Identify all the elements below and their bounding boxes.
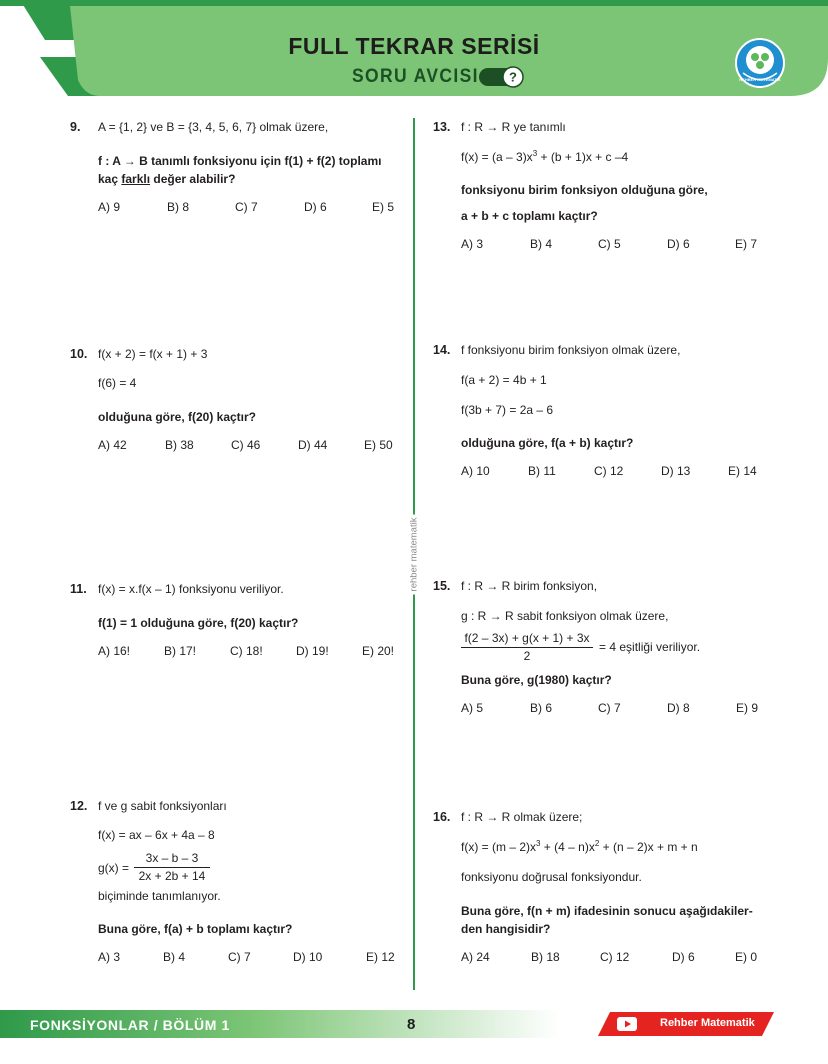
exponent: 3 xyxy=(536,839,541,848)
question-10 xyxy=(70,346,400,456)
question-16 xyxy=(433,809,773,969)
option-c[interactable]: C) 12 xyxy=(594,464,624,478)
option-c[interactable]: C) 46 xyxy=(231,438,261,452)
question-number: 10. xyxy=(70,347,88,361)
question-prompt-line2 xyxy=(98,171,235,187)
option-e[interactable]: E) 9 xyxy=(736,701,759,715)
equation-fraction xyxy=(461,630,731,664)
toggle-glyph: ? xyxy=(509,69,517,85)
question-text-f: f(x) = ax – 6x + 4a – 8 xyxy=(98,828,215,842)
question-formula xyxy=(461,149,628,165)
question-number: 16. xyxy=(433,810,451,824)
prompt-part: kaç xyxy=(98,172,122,186)
question-prompt: fonksiyonu birim fonksiyon olduğuna göre, xyxy=(461,183,708,197)
question-prompt: f : A → B tanımlı fonksiyonu için f(1) + f(2) toplamı xyxy=(98,154,382,168)
footer-section-title: FONKSİYONLAR / BÖLÜM 1 xyxy=(30,1017,230,1033)
question-text-3: f(3b + 7) = 2a – 6 xyxy=(461,403,554,417)
question-number: 14. xyxy=(433,343,451,357)
option-d[interactable]: D) 6 xyxy=(667,237,690,251)
question-prompt: Buna göre, f(n + m) ifadesinin sonucu aşağıdakiler- xyxy=(461,904,753,918)
option-d[interactable]: D) 19! xyxy=(296,644,329,658)
fraction-numerator: f(2 – 3x) + g(x + 1) + 3x xyxy=(464,631,590,645)
question-prompt-2: a + b + c toplamı kaçtır? xyxy=(461,209,598,223)
question-toggle-icon xyxy=(479,66,525,88)
exponent: 2 xyxy=(594,839,600,848)
option-d[interactable]: D) 10 xyxy=(293,950,323,964)
prompt-part: değer alabilir? xyxy=(150,172,236,186)
option-e[interactable]: E) 12 xyxy=(366,950,395,964)
option-a[interactable]: A) 10 xyxy=(461,464,490,478)
fraction-denominator: 2 xyxy=(523,649,531,663)
question-number: 11. xyxy=(70,582,87,596)
question-15 xyxy=(433,578,773,723)
option-b[interactable]: B) 8 xyxy=(167,200,190,214)
question-text-2: f(a + 2) = 4b + 1 xyxy=(461,373,547,387)
option-a[interactable]: A) 42 xyxy=(98,438,127,452)
question-number: 13. xyxy=(433,120,451,134)
option-b[interactable]: B) 38 xyxy=(165,438,194,452)
option-a[interactable]: A) 3 xyxy=(98,950,121,964)
question-text-3: fonksiyonu doğrusal fonksiyondur. xyxy=(461,870,642,884)
option-b[interactable]: B) 18 xyxy=(531,950,560,964)
option-a[interactable]: A) 16! xyxy=(98,644,131,658)
fraction-denominator: 2x + 2b + 14 xyxy=(138,869,206,883)
option-d[interactable]: D) 6 xyxy=(672,950,695,964)
option-b[interactable]: B) 4 xyxy=(163,950,186,964)
page-header xyxy=(0,0,828,100)
option-a[interactable]: A) 24 xyxy=(461,950,490,964)
option-b[interactable]: B) 17! xyxy=(164,644,197,658)
header-subtitle: SORU AVCISI xyxy=(352,66,479,87)
fraction-numerator: 3x – b – 3 xyxy=(145,851,199,865)
question-14 xyxy=(433,342,773,482)
prompt-underlined-word: farklı xyxy=(121,172,151,186)
option-d[interactable]: D) 8 xyxy=(667,701,690,715)
question-text: f(x + 2) = f(x + 1) + 3 xyxy=(98,347,208,361)
exponent: 3 xyxy=(532,149,538,158)
option-b[interactable]: B) 4 xyxy=(530,237,553,251)
question-number: 15. xyxy=(433,579,451,593)
question-prompt: olduğuna göre, f(20) kaçtır? xyxy=(98,410,257,424)
option-e[interactable]: E) 50 xyxy=(364,438,393,452)
option-b[interactable]: B) 11 xyxy=(528,464,556,478)
question-text-2: f(6) = 4 xyxy=(98,376,137,390)
g-label: g(x) = xyxy=(98,861,130,875)
equation-rest: = 4 eşitliği veriliyor. xyxy=(599,640,701,654)
question-text: f fonksiyonu birim fonksiyon olmak üzere, xyxy=(461,343,681,357)
question-text-2: g : R → R sabit fonksiyon olmak üzere, xyxy=(461,609,669,623)
question-prompt: Buna göre, f(a) + b toplamı kaçtır? xyxy=(98,922,293,936)
question-formula xyxy=(461,839,698,855)
question-11 xyxy=(70,581,400,671)
question-number: 12. xyxy=(70,799,88,813)
option-c[interactable]: C) 5 xyxy=(598,237,621,251)
question-12 xyxy=(70,798,400,968)
option-a[interactable]: A) 3 xyxy=(461,237,484,251)
option-e[interactable]: E) 7 xyxy=(735,237,758,251)
question-prompt: olduğuna göre, f(a + b) kaçtır? xyxy=(461,436,634,450)
option-a[interactable]: A) 5 xyxy=(461,701,484,715)
option-e[interactable]: E) 14 xyxy=(728,464,757,478)
option-c[interactable]: C) 7 xyxy=(228,950,251,964)
option-d[interactable]: D) 44 xyxy=(298,438,328,452)
logo-text: REHBER MATEMATİK xyxy=(739,77,781,82)
option-b[interactable]: B) 6 xyxy=(530,701,553,715)
option-c[interactable]: C) 7 xyxy=(235,200,258,214)
question-9 xyxy=(70,119,400,219)
question-13 xyxy=(433,119,773,259)
option-c[interactable]: C) 12 xyxy=(600,950,630,964)
question-text: A = {1, 2} ve B = {3, 4, 5, 6, 7} olmak üzere, xyxy=(98,120,329,134)
question-text: f ve g sabit fonksiyonları xyxy=(98,799,227,813)
option-e[interactable]: E) 0 xyxy=(735,950,758,964)
question-number: 9. xyxy=(70,120,81,134)
question-prompt-2: den hangisidir? xyxy=(461,922,551,936)
formula-part: + (4 – n)x xyxy=(540,840,595,854)
g-fraction xyxy=(98,850,228,884)
option-c[interactable]: C) 18! xyxy=(230,644,263,658)
page-number: 8 xyxy=(407,1016,416,1033)
formula-part: f(x) = (m – 2)x xyxy=(461,840,537,854)
side-watermark-text: rehber matematik xyxy=(409,515,420,595)
page-footer xyxy=(0,1007,828,1047)
option-c[interactable]: C) 7 xyxy=(598,701,621,715)
question-text: f(x) = x.f(x – 1) fonksiyonu veriliyor. xyxy=(98,582,284,596)
question-prompt: f(1) = 1 olduğuna göre, f(20) kaçtır? xyxy=(98,616,299,630)
question-text-3: biçiminde tanımlanıyor. xyxy=(98,889,221,903)
option-d[interactable]: D) 6 xyxy=(304,200,327,214)
header-title: FULL TEKRAR SERİSİ xyxy=(288,33,540,59)
footer-brand-link[interactable]: Rehber Matematik xyxy=(660,1017,755,1029)
question-text: f : R → R birim fonksiyon, xyxy=(461,579,598,593)
option-a[interactable]: A) 9 xyxy=(98,200,121,214)
formula-part: + (n – 2)x + m + n xyxy=(599,840,698,854)
question-text: f : R → R olmak üzere; xyxy=(461,810,583,824)
question-text: f : R → R ye tanımlı xyxy=(461,120,566,134)
option-e[interactable]: E) 5 xyxy=(372,200,395,214)
question-prompt: Buna göre, g(1980) kaçtır? xyxy=(461,673,612,687)
formula-part: + (b + 1)x + c –4 xyxy=(537,150,629,164)
option-d[interactable]: D) 13 xyxy=(661,464,691,478)
youtube-icon[interactable] xyxy=(617,1017,637,1031)
rehber-matematik-logo xyxy=(735,38,785,88)
option-e[interactable]: E) 20! xyxy=(362,644,395,658)
formula-part: f(x) = (a – 3)x xyxy=(461,150,533,164)
